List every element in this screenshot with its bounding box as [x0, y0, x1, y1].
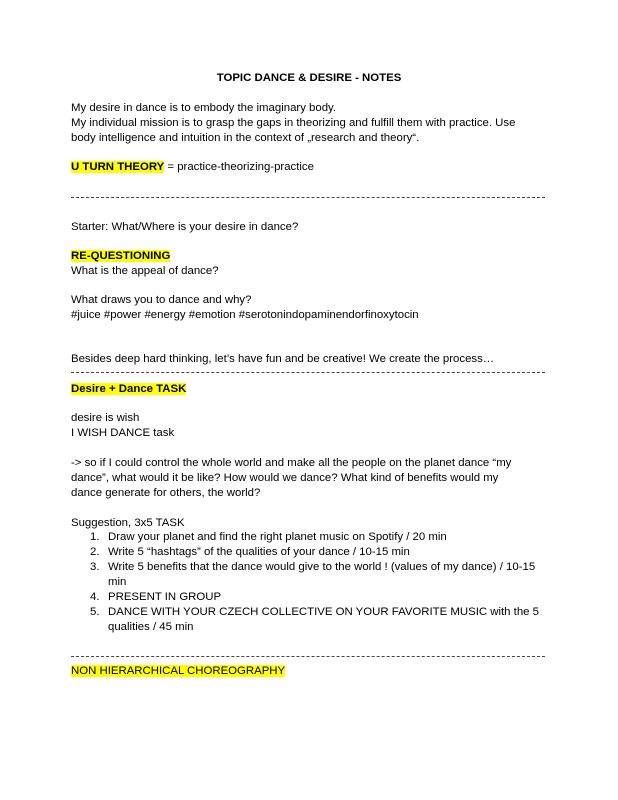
starter-question: Starter: What/Where is your desire in dance?	[71, 221, 299, 233]
document-title: TOPIC DANCE & DESIRE - NOTES	[216, 72, 402, 84]
intro-line-3: body intelligence and intuition in the context of „research and theory“.	[71, 132, 420, 144]
nonhier-heading-line	[71, 664, 285, 679]
uturn-definition: = practice-theorizing-practice	[164, 161, 314, 173]
uturn-line	[71, 160, 314, 175]
suggestion-line: Suggestion, 3x5 TASK	[71, 517, 185, 529]
task-paragraph-line-3: dance generate for others, the world?	[71, 487, 261, 499]
divider-2	[71, 372, 545, 373]
intro-line-2: My individual mission is to grasp the gaps in theorizing and fulfill them with practice. Use	[71, 117, 516, 129]
nonhier-heading: NON HIERARCHICAL CHOREOGRAPHY	[71, 665, 286, 677]
list-item: 2. Write 5 “hashtags” of the qualities of your dance / 10-15 min	[90, 546, 410, 558]
task-line-1: desire is wish	[71, 412, 140, 424]
requestioning-q1: What is the appeal of dance?	[71, 265, 219, 277]
intro-line-1: My desire in dance is to embody the imaginary body.	[71, 102, 337, 114]
task-heading: Desire + Dance TASK	[71, 383, 187, 395]
task-paragraph-line-1: -> so if I could control the whole world and make all the people on the planet dance “my	[71, 457, 512, 469]
task-steps-list	[71, 530, 551, 635]
divider-3	[71, 656, 545, 657]
uturn-heading: U TURN THEORY	[71, 161, 165, 173]
requestioning-heading-line	[71, 249, 170, 264]
list-item: 1. Draw your planet and find the right planet music on Spotify / 20 min	[90, 531, 447, 543]
divider-1	[71, 197, 545, 198]
task-heading-line	[71, 382, 186, 397]
task-line-2: I WISH DANCE task	[71, 427, 175, 439]
requestioning-q2: What draws you to dance and why?	[71, 294, 252, 306]
requestioning-heading: RE-QUESTIONING	[71, 250, 171, 262]
list-item: 4. PRESENT IN GROUP	[90, 591, 222, 603]
hashtags-line: #juice #power #energy #emotion #serotonindopaminendorfinoxytocin	[71, 309, 419, 321]
list-item: 3. Write 5 benefits that the dance would give to the world ! (values of my dance) / 10-15 min	[90, 561, 536, 588]
task-paragraph-line-2: dance”, what would it be like? How would we dance? What kind of benefits would my	[71, 472, 499, 484]
besides-line: Besides deep hard thinking, let’s have fun and be creative! We create the process…	[71, 353, 495, 365]
list-item: 5. DANCE WITH YOUR CZECH COLLECTIVE ON YOUR FAVORITE MUSIC with the 5 qualities / 45 min	[90, 606, 540, 633]
